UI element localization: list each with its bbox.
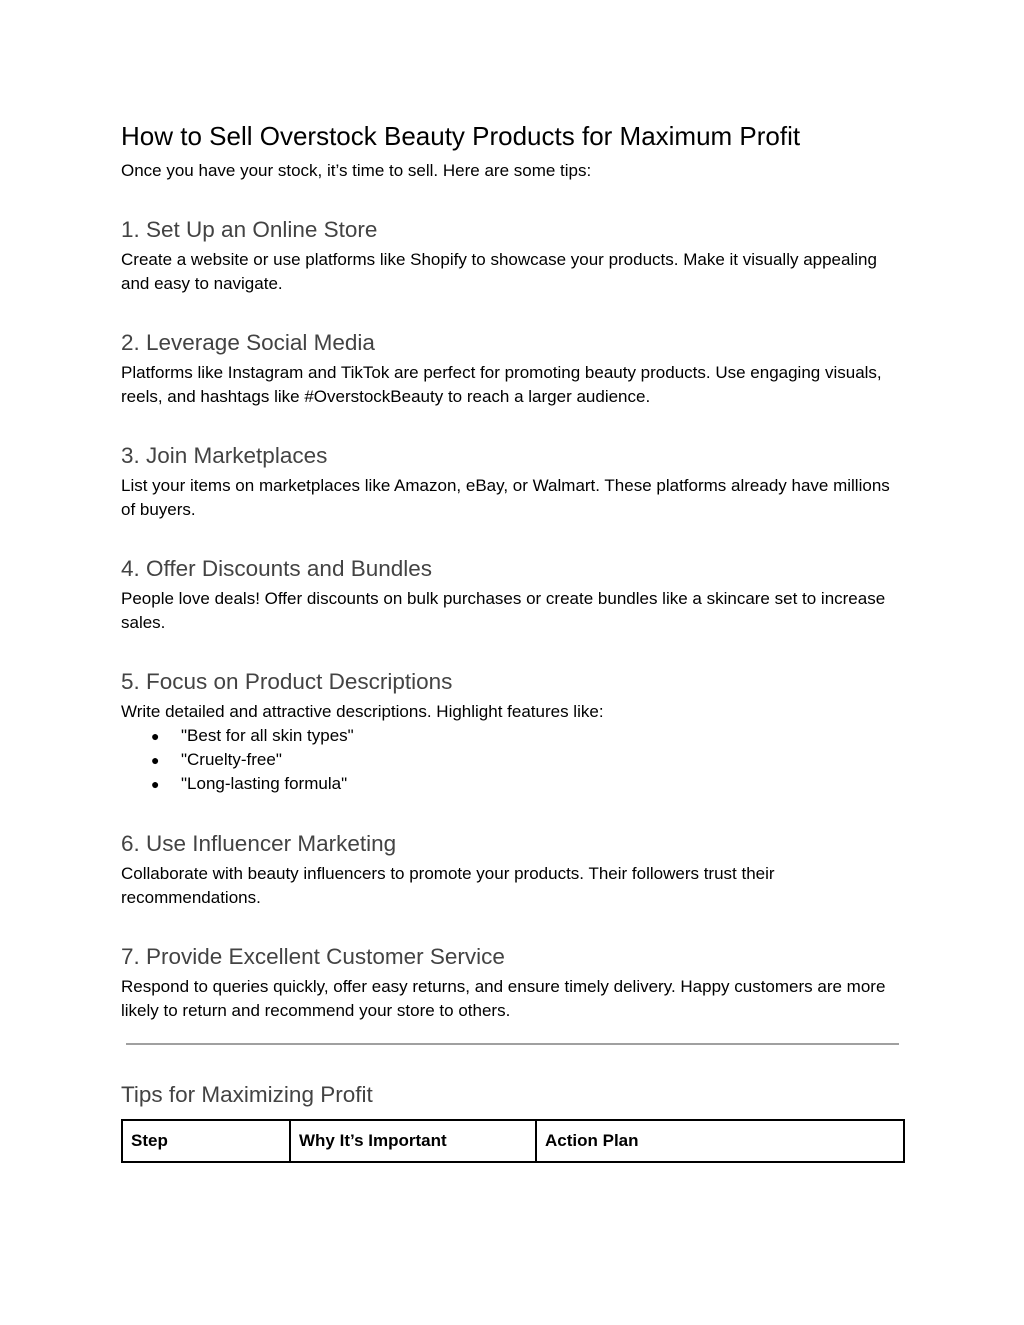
section-body: People love deals! Offer discounts on bulk purchases or create bundles like a skincare set to increase sales. bbox=[121, 589, 886, 632]
document-page bbox=[121, 118, 905, 1150]
section-heading: 1. Set Up an Online Store bbox=[121, 217, 378, 242]
section-heading: 2. Leverage Social Media bbox=[121, 330, 375, 355]
section-heading: Tips for Maximizing Profit bbox=[121, 1082, 373, 1107]
section-body: Respond to queries quickly, offer easy returns, and ensure timely delivery. Happy customers are more likely to return and recommend your store to others. bbox=[121, 977, 886, 1020]
section-profit-tips bbox=[121, 1080, 905, 1110]
table-header-row bbox=[122, 1120, 904, 1162]
feature-list bbox=[121, 724, 905, 796]
bullet-icon: ● bbox=[151, 776, 160, 792]
profit-tips-table-wrap bbox=[121, 1119, 905, 1163]
section-social-media bbox=[121, 328, 905, 409]
table-header-cell: Why It’s Important bbox=[290, 1120, 536, 1162]
table-header-cell: Action Plan bbox=[536, 1120, 904, 1162]
list-item-text: "Best for all skin types" bbox=[181, 726, 354, 745]
section-heading: 3. Join Marketplaces bbox=[121, 443, 328, 468]
section-body: Create a website or use platforms like Shopify to showcase your products. Make it visually appealing and easy to navigate. bbox=[121, 250, 877, 293]
section-heading: 5. Focus on Product Descriptions bbox=[121, 669, 453, 694]
section-online-store bbox=[121, 215, 905, 296]
section-customer-service bbox=[121, 942, 905, 1023]
section-heading: 7. Provide Excellent Customer Service bbox=[121, 944, 505, 969]
list-item bbox=[121, 772, 905, 796]
list-item-text: "Long-lasting formula" bbox=[181, 774, 348, 793]
bullet-icon: ● bbox=[151, 728, 160, 744]
bullet-icon: ● bbox=[151, 752, 160, 768]
table-header-cell: Step bbox=[122, 1120, 290, 1162]
list-item-text: "Cruelty-free" bbox=[181, 750, 282, 769]
section-body: Collaborate with beauty influencers to promote your products. Their followers trust their recommendations. bbox=[121, 864, 775, 907]
profit-tips-table bbox=[121, 1119, 905, 1163]
section-heading: 6. Use Influencer Marketing bbox=[121, 831, 397, 856]
list-item bbox=[121, 724, 905, 748]
list-item bbox=[121, 748, 905, 772]
horizontal-divider bbox=[126, 1043, 899, 1045]
section-body: Platforms like Instagram and TikTok are perfect for promoting beauty products. Use engaging visuals, reels, and hashtags like #OverstockBeauty to reach a larger audience. bbox=[121, 363, 882, 406]
intro-text: Once you have your stock, it’s time to sell. Here are some tips: bbox=[121, 161, 592, 180]
section-body: List your items on marketplaces like Amazon, eBay, or Walmart. These platforms already have millions of buyers. bbox=[121, 476, 890, 519]
section-marketplaces bbox=[121, 441, 905, 522]
section-influencer bbox=[121, 829, 905, 910]
section-heading: 4. Offer Discounts and Bundles bbox=[121, 556, 433, 581]
section-descriptions bbox=[121, 667, 905, 796]
section-body: Write detailed and attractive descriptions. Highlight features like: bbox=[121, 702, 604, 721]
section-discounts bbox=[121, 554, 905, 635]
page-title: How to Sell Overstock Beauty Products for Maximum Profit bbox=[121, 121, 801, 151]
